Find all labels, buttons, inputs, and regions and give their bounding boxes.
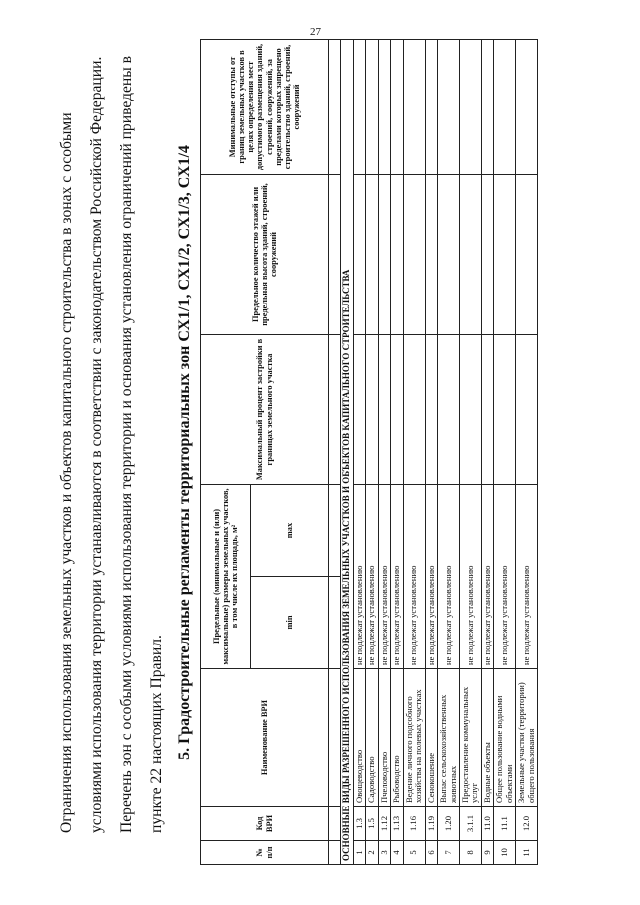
row-coverage (366, 335, 378, 485)
row-setback (516, 40, 538, 175)
row-value: не подлежат установлению (366, 485, 378, 669)
row-value: не подлежат установлению (353, 485, 365, 669)
row-code: 1.19 (425, 807, 437, 841)
row-name: Ведение личного подсобного хозяйства на полевых участках (403, 669, 425, 807)
row-floors (438, 175, 460, 335)
header-num: № п/п (201, 841, 329, 865)
row-name: Рыбоводство (391, 669, 403, 807)
row-setback (403, 40, 425, 175)
row-floors (353, 175, 365, 335)
row-code: 1.16 (403, 807, 425, 841)
table-row (438, 40, 460, 865)
table-row (366, 40, 378, 865)
table-row (391, 40, 403, 865)
row-code: 11.0 (481, 807, 493, 841)
row-number: 4 (391, 841, 403, 865)
row-floors (494, 175, 516, 335)
row-setback (481, 40, 493, 175)
row-floors (481, 175, 493, 335)
row-name: Водные объекты (481, 669, 493, 807)
row-floors (403, 175, 425, 335)
row-name: Выпас сельскохозяйственных животных (438, 669, 460, 807)
row-value: не подлежат установлению (391, 485, 403, 669)
row-floors (425, 175, 437, 335)
header-min: min (251, 577, 329, 669)
row-value: не подлежат установлению (459, 485, 481, 669)
spacer-row (329, 40, 341, 865)
header-floors: Предельное количество этажей или предельная высота зданий, строений, сооружений (201, 175, 329, 335)
row-name: Овощеводство (353, 669, 365, 807)
row-floors (366, 175, 378, 335)
row-setback (366, 40, 378, 175)
header-setback: Минимальные отступы от границ земельных участков в целях определения мест допустимого размещения зданий, строений, сооружений, за пределами которых запрещено строительство зданий, строений, сооружений (201, 40, 329, 175)
row-coverage (403, 335, 425, 485)
table-row (425, 40, 437, 865)
row-value: не подлежат установлению (516, 485, 538, 669)
row-coverage (425, 335, 437, 485)
row-floors (516, 175, 538, 335)
row-coverage (391, 335, 403, 485)
row-coverage (353, 335, 365, 485)
row-value: не подлежат установлению (438, 485, 460, 669)
header-coverage: Максимальный процент застройки в границах земельного участка (201, 335, 329, 485)
row-coverage (438, 335, 460, 485)
row-value: не подлежат установлению (378, 485, 390, 669)
row-name: Пчеловодство (378, 669, 390, 807)
row-value: не подлежат установлению (425, 485, 437, 669)
row-coverage (494, 335, 516, 485)
row-number: 7 (438, 841, 460, 865)
table-row (378, 40, 390, 865)
header-size-group: Предельные (минимальные и (или) максимальные) размеры земельных участков, в том числе их площадь, м² (201, 485, 251, 669)
row-number: 10 (494, 841, 516, 865)
row-number: 8 (459, 841, 481, 865)
row-setback (425, 40, 437, 175)
row-number: 2 (366, 841, 378, 865)
row-number: 5 (403, 841, 425, 865)
table-row (481, 40, 493, 865)
row-code: 3.1.1 (459, 807, 481, 841)
row-coverage (481, 335, 493, 485)
row-name: Общее пользование водными объектами (494, 669, 516, 807)
row-setback (391, 40, 403, 175)
row-floors (391, 175, 403, 335)
row-number: 11 (516, 841, 538, 865)
row-name: Предоставление коммунальных услуг (459, 669, 481, 807)
row-code: 1.5 (366, 807, 378, 841)
paragraph-line: условиями использования территории устанавливаются в соответствии с законодательством Российской Федерации. (88, 56, 105, 833)
paragraph-line: Ограничения использования земельных участков и объектов капитального строительства в зонах с особыми (58, 112, 75, 833)
row-setback (353, 40, 365, 175)
header-name: Наименование ВРИ (201, 669, 329, 807)
table-row (459, 40, 481, 865)
row-value: не подлежат установлению (403, 485, 425, 669)
header-max: max (251, 485, 329, 577)
row-value: не подлежат установлению (494, 485, 516, 669)
table-row (494, 40, 516, 865)
row-code: 1.13 (391, 807, 403, 841)
regulations-table (200, 39, 538, 865)
row-coverage (516, 335, 538, 485)
row-setback (459, 40, 481, 175)
row-code: 12.0 (516, 807, 538, 841)
row-floors (378, 175, 390, 335)
row-name: Сенокошение (425, 669, 437, 807)
group-title: ОСНОВНЫЕ ВИДЫ РАЗРЕШЕННОГО ИСПОЛЬЗОВАНИЯ ЗЕМЕЛЬНЫХ УЧАСТКОВ И ОБЪЕКТОВ КАПИТАЛЬНОГО СТРОИТЕЛЬСТВА (341, 40, 354, 865)
group-header-row (341, 40, 354, 865)
row-setback (378, 40, 390, 175)
row-setback (494, 40, 516, 175)
row-name: Земельные участки (территории) общего пользования (516, 669, 538, 807)
row-code: 1.20 (438, 807, 460, 841)
row-setback (438, 40, 460, 175)
page-number: 27 (310, 26, 321, 38)
row-value: не подлежат установлению (481, 485, 493, 669)
table-row (403, 40, 425, 865)
row-number: 6 (425, 841, 437, 865)
row-floors (459, 175, 481, 335)
header-code: Код ВРИ (201, 807, 329, 841)
row-coverage (459, 335, 481, 485)
paragraph-line: Перечень зон с особыми условиями использования территории и основания установления ограничений приведены в (118, 56, 135, 833)
table-row (516, 40, 538, 865)
paragraph-line: пункте 22 настоящих Правил. (148, 635, 165, 833)
row-code: 1.12 (378, 807, 390, 841)
section-title: 5. Градостроительные регламенты территориальных зон СХ1/1, СХ1/2, СХ1/3, СХ1/4 (176, 145, 193, 760)
table-row (353, 40, 365, 865)
row-code: 1.3 (353, 807, 365, 841)
row-code: 11.1 (494, 807, 516, 841)
row-name: Садоводство (366, 669, 378, 807)
row-number: 1 (353, 841, 365, 865)
row-number: 3 (378, 841, 390, 865)
row-number: 9 (481, 841, 493, 865)
row-coverage (378, 335, 390, 485)
